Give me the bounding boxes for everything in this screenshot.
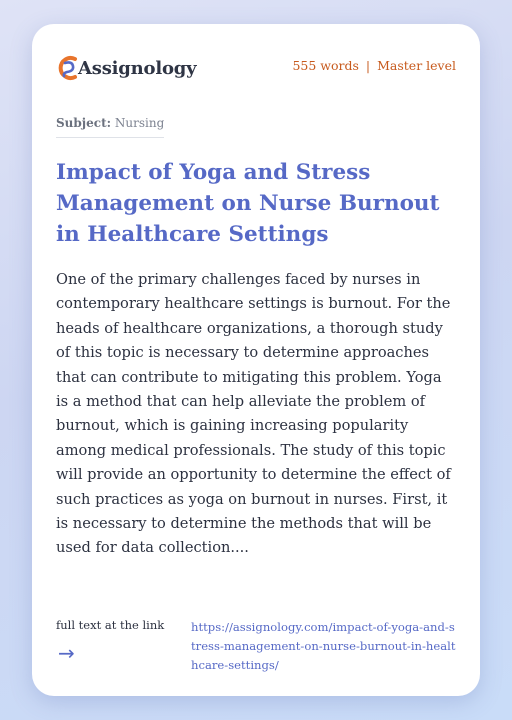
full-text-label: full text at the link: [56, 618, 165, 632]
word-count: 555 words: [292, 58, 359, 73]
brand-logo[interactable]: [56, 52, 196, 84]
brand-name: Assignology: [78, 57, 197, 79]
meta-separator: |: [365, 58, 371, 73]
card-header: [56, 52, 456, 84]
full-text-link[interactable]: https://assignology.com/impact-of-yoga-and-stress-management-on-nurse-burnout-in-healthcare-settings/: [191, 620, 456, 672]
essay-card: [32, 24, 480, 696]
essay-title: Impact of Yoga and Stress Management on Nurse Burnout in Healthcare Settings: [56, 160, 440, 247]
subject-line: [56, 116, 164, 138]
subject-label: Subject:: [56, 116, 112, 130]
academic-level: Master level: [377, 58, 456, 73]
subject-value: Nursing: [114, 116, 165, 130]
essay-meta: [292, 58, 456, 73]
essay-excerpt: One of the primary challenges faced by nurses in contemporary healthcare settings is burnout. For the heads of healthcare organizations, a thorough study of this topic is necessary to determine approaches that can contribute to mitigating this problem. Yoga is a method that can help alleviate the problem of burnout, which is gaining increasing popularity among medical professionals. The study of this topic will provide an opportunity to determine the effect of such practices as yoga on burnout in nurses. First, it is necessary to determine the methods that will be used for data collection....: [56, 271, 451, 557]
arrow-right-icon[interactable]: →: [58, 641, 75, 665]
